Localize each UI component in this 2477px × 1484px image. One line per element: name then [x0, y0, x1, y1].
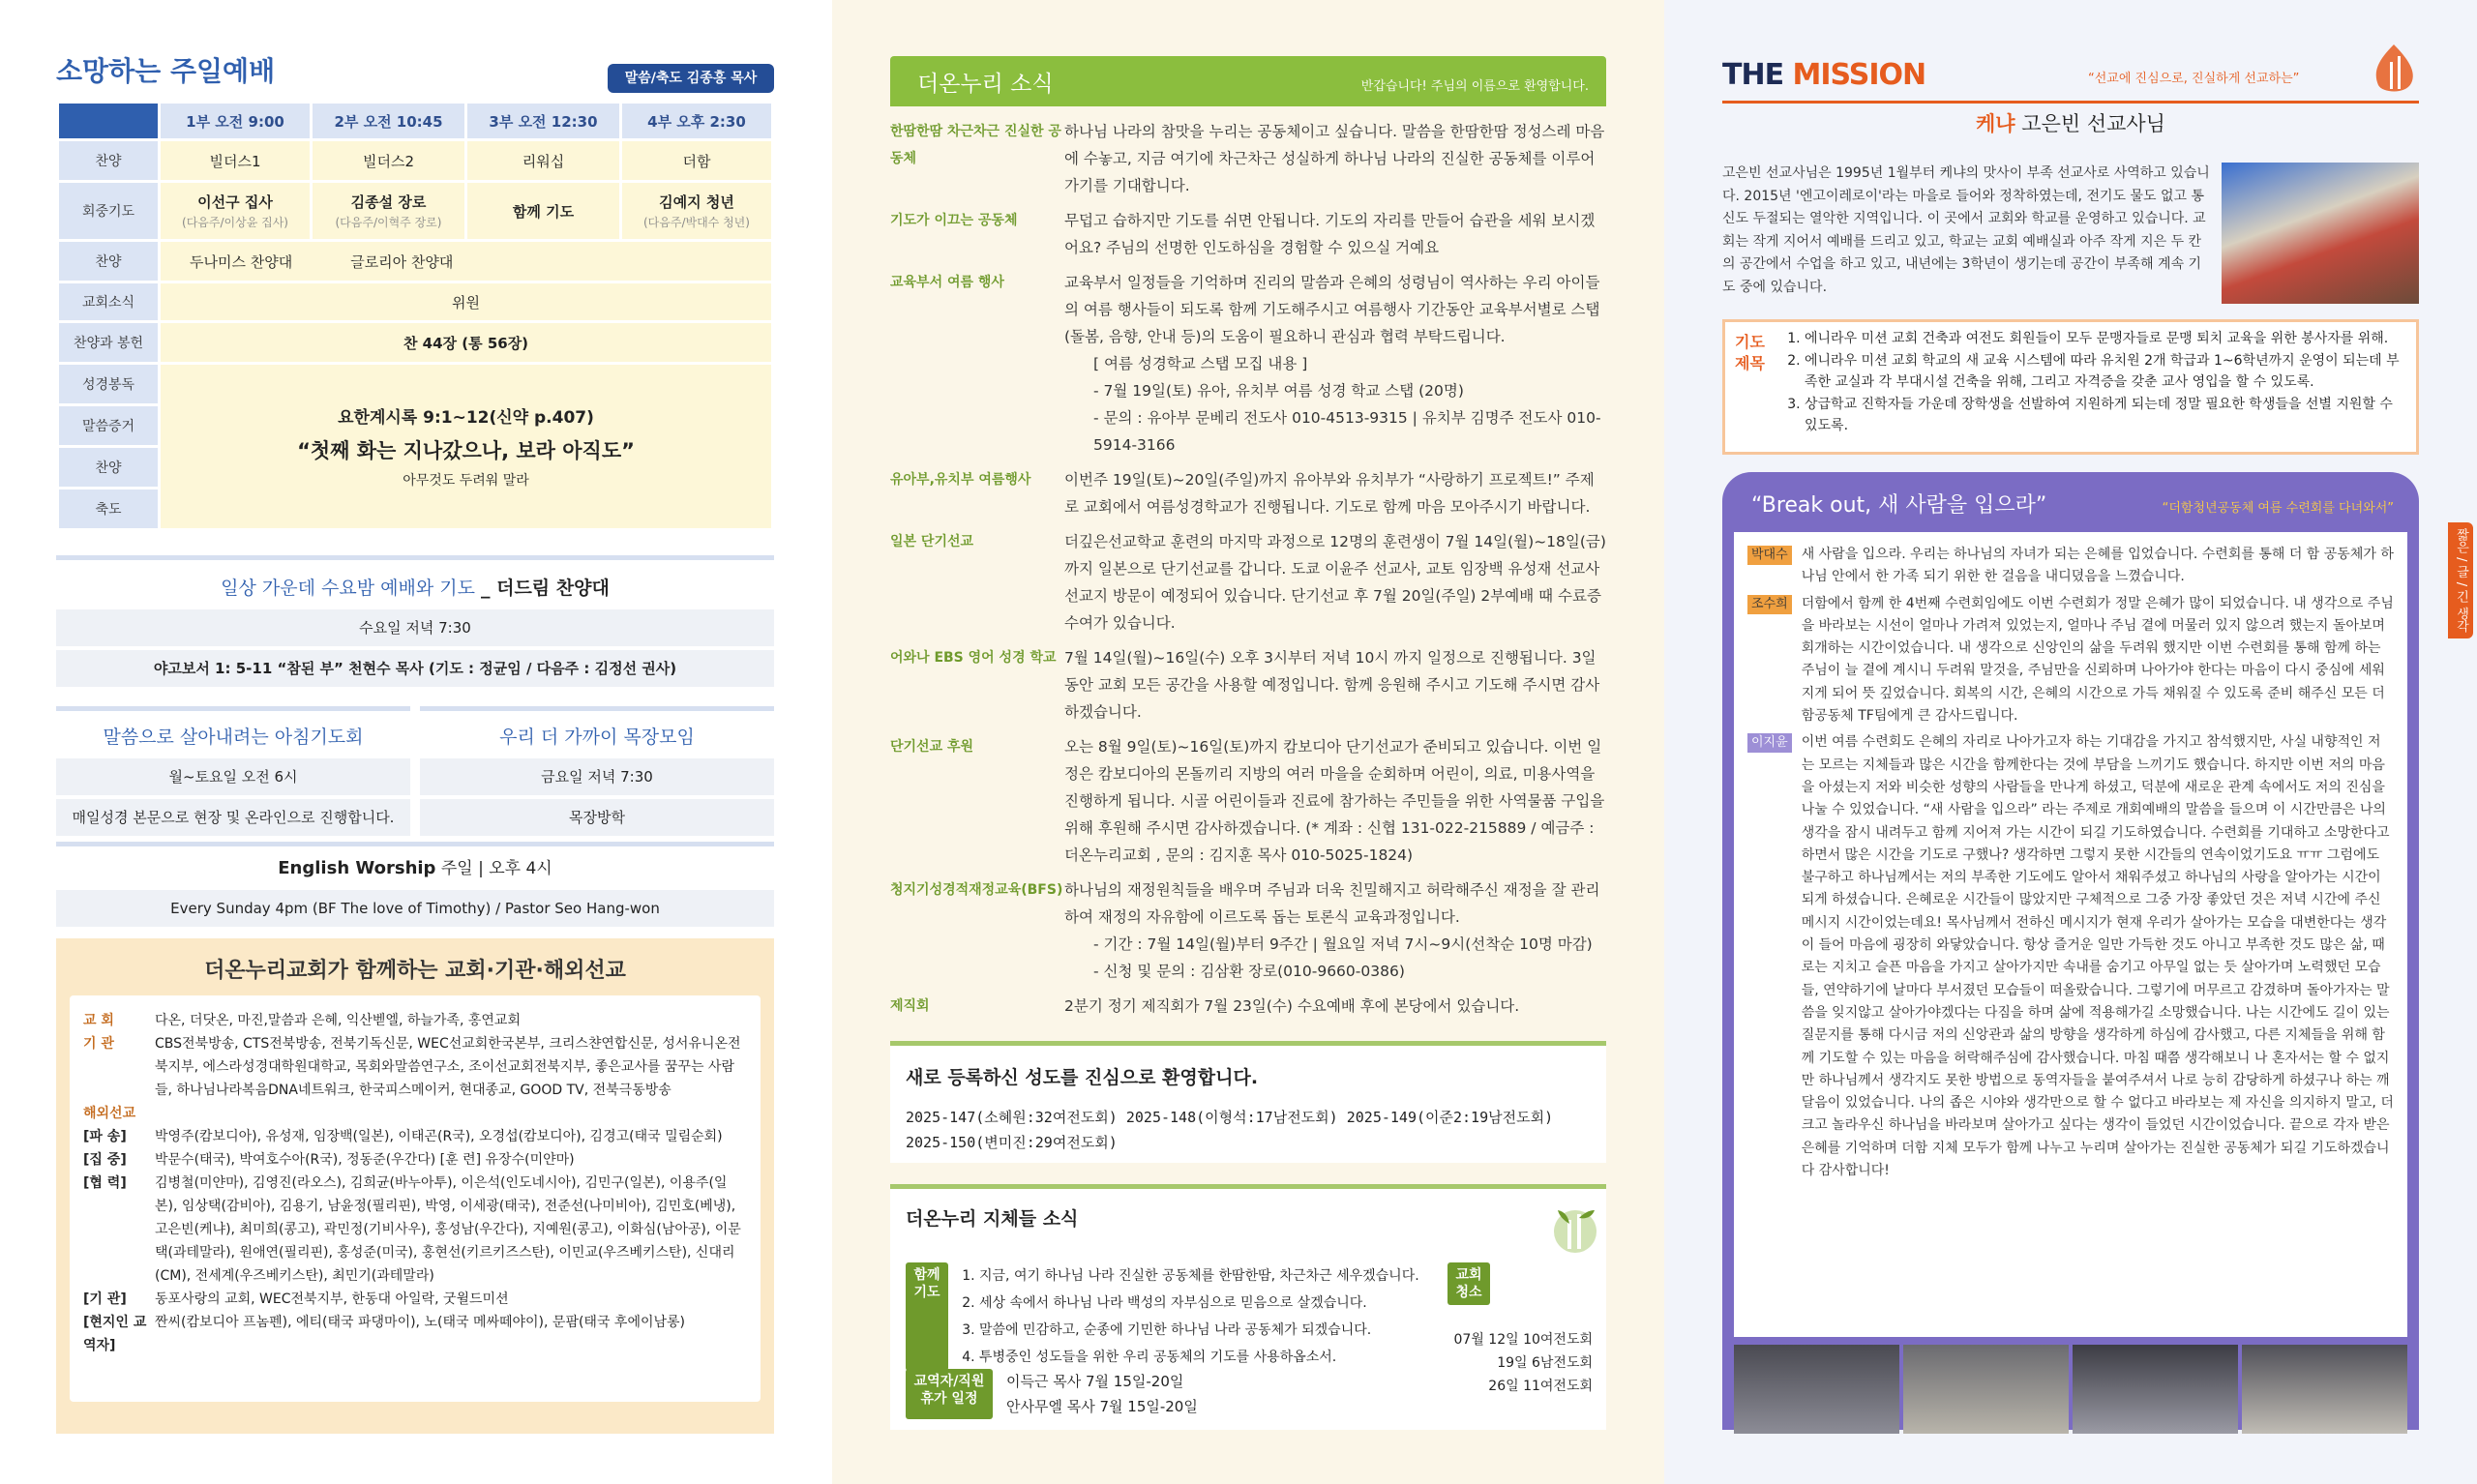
praise-cell: 빌더스1 — [161, 141, 310, 180]
row-label-choir: 찬양 — [59, 242, 158, 281]
news-item-title: 청지기성경적재정교육(BFS) — [890, 882, 1063, 898]
wednesday-title — [56, 555, 774, 606]
cleaning-row: 19일 6남전도회 — [1497, 1355, 1593, 1371]
row-label-prayer: 회중기도 — [59, 183, 158, 239]
cleaning-tag: 교회 청소 — [1447, 1262, 1490, 1305]
partner-row — [83, 1125, 747, 1148]
preacher-badge: 말씀/축도 김종홍 목사 — [608, 64, 774, 93]
partner-names: 박영주(캄보디아), 유성재, 임장백(일본), 이태곤(R국), 오경섭(캄보디아), 김경고(태국 밀림순회) — [155, 1129, 723, 1144]
retreat-entry — [1747, 593, 2394, 728]
choir-2: 글로리아 찬양대 — [350, 252, 454, 271]
wednesday-detail: 야고보서 1: 5-11 “참된 부” 천현수 목사 (기도 : 정균임 / 다음주 : 김정선 권사) — [56, 650, 774, 687]
news-item-title: 제직회 — [890, 998, 930, 1014]
news-item-body — [1064, 644, 1606, 726]
retreat-author: 박대수 — [1747, 546, 1792, 565]
partner-row — [83, 1172, 747, 1288]
partner-row — [83, 1288, 747, 1311]
morning-prayer-time: 월~토요일 오전 6시 — [56, 758, 410, 795]
mission-divider — [1722, 101, 2419, 104]
partner-category: 기 관 — [83, 1036, 114, 1052]
news-item-body — [1064, 466, 1606, 520]
cell-meeting — [420, 706, 774, 836]
english-worship-time: 주일 | 오후 4시 — [440, 859, 552, 878]
partner-names — [155, 1102, 747, 1125]
news-item-title: 기도가 이끄는 공동체 — [890, 213, 1018, 228]
retreat-subtitle: “더함청년공동체 여름 수련회를 다녀와서” — [2162, 501, 2394, 516]
prayer-cell — [313, 183, 464, 239]
prayer-cell — [161, 183, 310, 239]
partner-category: [집 중] — [83, 1152, 127, 1168]
partner-names: 다온, 더닷온, 마진,말씀과 은혜, 익산벧엘, 하늘가족, 홍연교회 — [155, 1013, 521, 1028]
mission-logo-the: THE — [1722, 58, 1793, 92]
wednesday-service — [56, 555, 774, 687]
news-item-text: 7월 14일(월)~16일(수) 오후 3시부터 저녁 10시 까지 일정으로 진행됩니다. 3일 동안 교회 모든 공간을 사용할 예정입니다. 함께 응원해 주시고 기도해 주시면 감사하겠습니다. — [1064, 649, 1600, 721]
praise-cell: 리워십 — [467, 141, 619, 180]
members-news-title: 더온누리 지체들 소식 — [906, 1208, 1079, 1230]
news-item — [890, 993, 1606, 1020]
cell-meeting-detail: 목장방학 — [420, 799, 774, 836]
news-item-title: 일본 단기선교 — [890, 534, 974, 549]
news-item — [890, 118, 1606, 199]
english-worship-detail: Every Sunday 4pm (BF The love of Timothy) / Pastor Seo Hang-won — [56, 890, 774, 927]
news-cell: 위원 — [161, 283, 771, 320]
praise-cell: 더함 — [622, 141, 771, 180]
wednesday-time: 수요일 저녁 7:30 — [56, 609, 774, 646]
news-subtitle: 반갑습니다! 주님의 이름으로 환영합니다. — [1360, 79, 1589, 94]
news-item-text: 교육부서 일정들을 기억하며 진리의 말씀과 은혜의 성령님이 역사하는 우리 아이들의 여름 행사들이 되도록 함께 기도해주시고 여름행사 기간동안 교육부서별로 스탭 (돌봄, 음향, 안내 등)의 도움이 필요하니 관심과 협력 부탁드립니다. — [1064, 274, 1600, 345]
news-item — [890, 733, 1606, 869]
news-item-text: 오는 8월 9일(토)~16일(토)까지 캄보디아 단기선교가 준비되고 있습니다. 이번 일정은 캄보디아의 몬돌끼리 지방의 여러 마을을 순회하며 어린이, 의료, 미용사역을 진행하게 됩니다. 시골 어린이들과 진료에 참가하는 주민들을 위한 사역물품 구입을 위해 후원해 주시면 감사하겠습니다. (* 계좌 : 신협 131-022-215889 / 예금주 : 더온누리교회 , 문의 : 김지훈 목사 010-5025-1824) — [1064, 738, 1605, 864]
news-item-text: 더깊은선교학교 훈련의 마지막 과정으로 12명의 훈련생이 7월 14일(월)~18일(금)까지 일본으로 단기선교를 갑니다. 도쿄 이윤주 선교사, 교토 임장백 유성재 선교사 선교지 방문이 예정되어 있습니다. 단기선교 후 7월 20일(주일) 2부예배 때 수료증 수여가 있습니다. — [1064, 533, 1606, 632]
staff-leave — [906, 1369, 1198, 1419]
missionary-bio: 고은빈 선교사님은 1995년 1월부터 케냐의 맛사이 부족 선교사로 사역하고 있습니다. 2015년 '엔고이레로이'라는 마을로 들어와 정착하였는데, 전기도 물도 없고 통신도 두절되는 열악한 지역입니다. 이 곳에서 교회와 학교를 운영하고 있습니다. 교회는 작게 지어서 예배를 드리고 있고, 학교는 교회 예배실과 아주 작게 지은 두 칸의 공간에서 수업을 하고 있고, 내년에는 3학년이 생기는데 공간이 부족해 계속 기도 중에 있습니다. — [1722, 165, 2210, 295]
missionary-name — [1722, 108, 2419, 137]
wednesday-title-choir: _ 더드림 찬양대 — [480, 578, 610, 599]
morning-and-cell-section — [56, 706, 774, 836]
worship-schedule-table — [56, 101, 774, 531]
mission-logo-word: MISSION — [1792, 58, 1926, 92]
partners-list — [70, 995, 761, 1402]
partner-category: [기 관] — [83, 1291, 127, 1307]
cleaning-row: 26일 11여전도회 — [1488, 1379, 1593, 1394]
row-label-praise-2: 찬양 — [59, 448, 158, 487]
news-item-body — [1064, 876, 1606, 985]
news-item-detail: - 기간 : 7월 14일(월)부터 9주간 | 월요일 저녁 7시~9시(선착순 10명 마감) — [1093, 935, 1593, 953]
together-prayer-list — [960, 1262, 1419, 1371]
news-item-title: 어와나 EBS 영어 성경 학교 — [890, 650, 1057, 666]
missionary-photo — [2222, 163, 2419, 304]
retreat-photos — [1734, 1345, 2407, 1434]
worship-title: 소망하는 주일예배 — [56, 55, 276, 87]
service-1-header: 1부 오전 9:00 — [161, 104, 310, 138]
row-label-news: 교회소식 — [59, 283, 158, 320]
partner-row — [83, 1311, 747, 1357]
mission-prayer-item: 1. 에니라우 미션 교회 건축과 여전도 회원들이 모두 문맹자들로 문맹 퇴치 교육을 위한 봉사자를 위해. — [1805, 328, 2406, 350]
together-prayer-tag: 함께 기도 — [906, 1262, 948, 1371]
news-header — [890, 56, 1606, 106]
sermon-reference: 요한계시록 9:1~12(신약 p.407) — [338, 408, 594, 428]
retreat-photo — [1734, 1345, 1899, 1434]
cleaning-rows — [1447, 1328, 1593, 1398]
news-item — [890, 644, 1606, 726]
prayer-item: 2. 세상 속에서 하나님 나라 백성의 자부심으로 믿음으로 살겠습니다. — [979, 1290, 1419, 1317]
partner-names: 박문수(태국), 박여호수아(R국), 정동준(우간다) [훈 련] 유장수(미얀마) — [155, 1152, 575, 1168]
mission-prayer-box — [1722, 319, 2419, 455]
prayer-item: 1. 지금, 여기 하나님 나라 진실한 공동체를 한땀한땀, 차근차근 세우겠습니다. — [979, 1262, 1419, 1290]
staff-leave-list — [1006, 1369, 1198, 1419]
news-item — [890, 269, 1606, 459]
morning-prayer — [56, 706, 410, 836]
partner-row — [83, 1032, 747, 1102]
news-item — [890, 528, 1606, 637]
retreat-author: 조수희 — [1747, 595, 1792, 614]
news-item — [890, 207, 1606, 261]
news-list — [890, 118, 1606, 1027]
retreat-body — [1734, 532, 2407, 1337]
prayer-next: (다음주/이상윤 집사) — [182, 216, 288, 229]
newcomers-title: 새로 등록하신 성도를 진심으로 환영합니다. — [906, 1067, 1259, 1088]
prayer-item: 3. 말씀에 민감하고, 순종에 기민한 하나님 나라 공동체가 되겠습니다. — [979, 1317, 1419, 1344]
prayer-name: 이선구 집사 — [197, 193, 273, 211]
retreat-author: 이지윤 — [1747, 733, 1792, 753]
partners-section — [56, 938, 774, 1434]
mission-prayer-item: 3. 상급학교 진학자들 가운데 장학생을 선발하여 지원하게 되는데 정말 필요한 학생들을 선별 지원할 수 있도록. — [1805, 394, 2406, 437]
news-item-detail: - 문의 : 유아부 문베리 전도사 010-4513-9315 | 유치부 김명주 전도사 010-5914-3166 — [1093, 409, 1601, 454]
praise-cell: 빌더스2 — [313, 141, 464, 180]
choir-1: 두나미스 찬양대 — [190, 252, 293, 271]
retreat-photo — [2073, 1345, 2238, 1434]
news-item-text: 무덥고 습하지만 기도를 쉬면 안됩니다. 기도의 자리를 만들어 습관을 세워 보시겠어요? 주님의 선명한 인도하심을 경험할 수 있으실 거예요 — [1064, 212, 1596, 256]
news-item-body — [1064, 207, 1606, 261]
prayer-next: (다음주/이혁주 장로) — [335, 216, 442, 229]
row-label-praise: 찬양 — [59, 141, 158, 180]
retreat-photo — [2242, 1345, 2407, 1434]
partner-category: [파 송] — [83, 1129, 127, 1144]
news-item — [890, 876, 1606, 985]
partner-names: 짠씨(캄보디아 프놈펜), 에티(태국 파댕마이), 노(태국 메싸떼야이), 문팜(태국 후에이남롱) — [155, 1315, 686, 1330]
plant-icon — [1548, 1202, 1602, 1257]
news-item-title: 교육부서 여름 행사 — [890, 275, 1004, 290]
partner-names: CBS전북방송, CTS전북방송, 전북기독신문, WEC선교회한국본부, 크리스챤연합신문, 성서유니온전북지부, 에스라성경대학원대학교, 목회와말씀연구소, 조이선교회전북지부, 좋은교사를 꿈꾸는 사람들, 하나님나라복음DNA네트워크, 한국피스메이커, 현대종교, GOOD TV, 전북극동방송 — [155, 1036, 741, 1098]
news-item-body — [1064, 528, 1606, 637]
partner-row — [83, 1148, 747, 1172]
news-item-title: 한땀한땀 차근차근 진실한 공동체 — [890, 124, 1061, 166]
newcomers-section — [890, 1041, 1606, 1163]
service-2-header: 2부 오전 10:45 — [313, 104, 464, 138]
prayer-next: (다음주/박대수 청년) — [643, 216, 750, 229]
missionary-country: 케냐 — [1976, 112, 2015, 135]
cleaning-schedule — [1447, 1262, 1593, 1398]
news-item-title: 단기선교 후원 — [890, 739, 974, 755]
missionary-fullname: 고은빈 선교사님 — [2021, 112, 2165, 135]
retreat-section — [1722, 472, 2419, 1430]
news-item-text: 2분기 정기 제직회가 7월 23일(수) 수요예배 후에 본당에서 있습니다. — [1064, 997, 1520, 1015]
sermon-subtitle: 아무것도 두려워 말라 — [403, 473, 529, 489]
prayer-name: 함께 기도 — [512, 202, 575, 221]
retreat-title: “Break out, 새 사람을 입으라” — [1751, 493, 2047, 518]
cleaning-row: 07월 12일 10여전도회 — [1453, 1332, 1593, 1348]
prayer-name: 김종설 장로 — [350, 193, 427, 211]
mission-prayer-list — [1785, 328, 2406, 446]
table-corner — [59, 104, 158, 138]
together-prayer — [906, 1262, 1434, 1371]
news-item-detail: [ 여름 성경학교 스탭 모집 내용 ] — [1093, 355, 1308, 372]
cell-meeting-time: 금요일 저녁 7:30 — [420, 758, 774, 795]
side-tab: 짧은 / 글 / 긴 생각 — [2448, 522, 2473, 638]
mission-logo — [1722, 58, 1925, 92]
staff-leave-item: 안사무엘 목사 7월 15일-20일 — [1006, 1398, 1198, 1415]
partner-category: 해외선교 — [83, 1106, 136, 1121]
staff-leave-item: 이득근 목사 7월 15일-20일 — [1006, 1373, 1184, 1390]
wednesday-title-main: 일상 가운데 수요밤 예배와 기도 — [221, 578, 475, 599]
service-3-header: 3부 오전 12:30 — [467, 104, 619, 138]
sermon-cell — [161, 365, 771, 528]
mission-prayer-item: 2. 에니라우 미션 교회 학교의 새 교육 시스템에 따라 유치원 2개 학급과 1~6학년까지 운영이 되는데 부족한 교실과 각 부대시설 건축을 위해, 그리고 자격증을 갖춘 교사 영입을 할 수 있도록. — [1805, 350, 2406, 394]
morning-prayer-title: 말씀으로 살아내려는 아침기도회 — [56, 706, 410, 755]
worship-panel — [0, 0, 832, 1484]
flame-icon — [2369, 43, 2419, 97]
retreat-text: 이번 여름 수련회도 은혜의 자리로 나아가고자 하는 기대감을 가지고 참석했지만, 사실 내향적인 저는 모르는 지체들과 많은 시간을 함께한다는 것에 부담을 느끼기도 했습니다. 하지만 이번 저의 마음을 아셨는지 저와 비슷한 성향의 사람들을 만나게 하셨고, 덕분에 새로운 관계 속에서도 저의 진심을 나눌 수 있었습니다. “새 사람을 입으라” 라는 주제로 개회예배의 말씀을 들으며 이 시간만큼은 나의 생각을 잠시 내려두고 함께 지어져 가는 시간이 되길 기도하였습니다. 수련회를 기대하고 소망한다고 하면서 많은 시간을 기도로 구했나? 생각하면 그렇지 못한 시간들의 연속이었기도요 ㅠㅠ 그럼에도 불구하고 하나님께서는 저의 부족한 기도에도 알아서 채워주셨고 하나님의 사랑을 알아가는 시간이 되게 하셨습니다. 은혜로운 시간들이 많았지만 구체적으로 그중 가장 좋았던 것은 저녁 시간에 주신 메시지 시간이었는데요! 목사님께서 전하신 메시지가 현재 우리가 살아가는 모습을 대변한다는 생각이 들어 마음에 굉장히 와닿았습니다. 항상 즐거운 일만 가득한 것도 아니고 부족한 것도 많은 삶, 때로는 지치고 슬픈 마음을 가지고 살아가지만 속내를 숨기고 아무일 없는 듯 살아가며 노력했던 모습들, 연약하기에 날마다 부서졌던 모습들이 떠올랐습니다. 그렇기에 머무르고 감겼하며 돌아가자는 말씀을 잊지않고 살아가야겠다는 다짐을 하며 삶에 적용해가길 소망했습니다. 나는 시간에도 길이 있는 질문지를 통해 다시금 저의 신앙관과 삶의 방향을 생각하게 하심에 감사했고, 다른 지체들을 위해 함께 기도할 수 있는 마음을 허락해주심에 감사했습니다. 마침 때쯤 생각해보니 나 혼자서는 할 수 없지만 하나님께서 생각지도 못한 방법으로 동역자들을 붙여주셔서 나로 능히 감당하게 하셨구나 하는 깨달음이 있었습니다. 나의 좁은 시야와 생각만으로 할 수 없다고 바라보는 제 자신을 의지하지 말고, 더 크고 놀라우신 하나님을 바라보며 살아가고 싶다는 생각이 들었던 시간이었습니다. 끝으로 각자 받은 은혜를 기억하며 더함 지체 모두가 함께 나누고 누리며 살아가는 진실한 공동체가 되길 기도하겠습니다 감사합니다! — [1801, 734, 2394, 1179]
partners-title: 더온누리교회가 함께하는 교회·기관·해외선교 — [204, 959, 626, 983]
news-item-text: 하나님 나라의 참맛을 누리는 공동체이고 싶습니다. 말씀을 한땀한땀 정성스레 마음에 수놓고, 지금 여기에 차근차근 성실하게 하나님 나라의 진실한 공동체를 이루어가기를 기대합니다. — [1064, 123, 1605, 194]
partner-category: 교 회 — [83, 1013, 114, 1028]
partner-names: 동포사랑의 교회, WEC전북지부, 한동대 아일락, 굿윌드미션 — [155, 1291, 509, 1307]
english-worship-name: English Worship — [278, 858, 436, 878]
members-news-section — [890, 1184, 1606, 1430]
prayer-item: 4. 투병중인 성도들을 위한 우리 공동체의 기도를 사용하옵소서. — [979, 1344, 1419, 1371]
sermon-title: “첫째 화는 지나갔으나, 보라 아직도” — [297, 439, 635, 462]
retreat-entry — [1747, 544, 2394, 589]
row-label-reading: 성경봉독 — [59, 365, 158, 403]
partner-names: 김병철(미얀마), 김영진(라오스), 김희균(바누아투), 이은석(인도네시아), 김민구(일본), 이용주(일본), 임상택(감비아), 김용기, 남윤정(필리핀), 박영, 이세광(태국), 전준선(나미비아), 김민호(베냉), 고은빈(케냐), 최미희(콩고), 곽민정(기비사우), 홍성남(우간다), 지예원(콩고), 이화심(남아공), 이문택(과테말라), 원애연(필리핀), 홍성준(미국), 홍현선(키르키즈스탄), 이민교(우즈베키스탄), 신대리(CM), 전세계(우즈베키스탄), 최민기(과테말라) — [155, 1175, 741, 1284]
english-worship-title — [56, 842, 774, 886]
prayer-cell — [467, 183, 619, 239]
row-label-offering: 찬양과 봉헌 — [59, 323, 158, 362]
retreat-text: 새 사람을 입으라. 우리는 하나님의 자녀가 되는 은혜를 입었습니다. 수련회를 통해 더 함 공동체가 하나님 안에서 한 가족 되기 위한 한 걸음을 내디뎠음을 느꼈습니다. — [1801, 547, 2394, 585]
news-item-body — [1064, 993, 1606, 1020]
row-label-sermon: 말씀증거 — [59, 406, 158, 445]
partner-row — [83, 1102, 747, 1125]
news-item-text: 하나님의 재정원칙들을 배우며 주님과 더욱 친밀해지고 허락해주신 재정을 잘 관리하여 재정의 자유함에 이르도록 돕는 토론식 교육과정입니다. — [1064, 881, 1600, 926]
english-worship — [56, 842, 774, 927]
row-label-benediction: 축도 — [59, 490, 158, 528]
staff-leave-tag: 교역자/직원 휴가 일정 — [906, 1369, 993, 1419]
news-item-detail: - 7월 19일(토) 유아, 유치부 여름 성경 학교 스탭 (20명) — [1093, 382, 1464, 400]
mission-tagline: “선교에 진심으로, 진실하게 선교하는” — [2088, 72, 2300, 86]
choir-cell — [161, 242, 771, 281]
news-item-body — [1064, 733, 1606, 869]
morning-prayer-detail: 매일성경 본문으로 현장 및 온라인으로 진행합니다. — [56, 799, 410, 836]
news-item-body — [1064, 269, 1606, 459]
news-item-text: 이번주 19일(토)~20일(주일)까지 유아부와 유치부가 “사랑하기 프로젝트!” 주제로 교회에서 여름성경학교가 진행됩니다. 기도로 함께 마음 모아주시기 바랍니다. — [1064, 471, 1595, 516]
retreat-entry — [1747, 731, 2394, 1182]
partner-row — [83, 1009, 747, 1032]
partner-category: [협 력] — [83, 1175, 127, 1191]
hymn-cell: 찬 44장 (통 56장) — [161, 323, 771, 362]
news-item — [890, 466, 1606, 520]
retreat-photo — [1903, 1345, 2069, 1434]
news-item-detail: - 신청 및 문의 : 김삼환 장로(010-9660-0386) — [1093, 963, 1405, 980]
retreat-text: 더함에서 함께 한 4번째 수련회임에도 이번 수련회가 정말 은혜가 많이 되었습니다. 내 생각으로 주님을 바라보는 시선이 얼마나 가려져 있었는지, 얼마나 주님 곁에 머물러 있지 않으려 했는지 돌아보며 회개하는 시간이었습니다. 내 생각으로 신앙인의 삶을 두려워 했지만 이번 수련회를 통해 함께 하는 주님이 늘 곁에 계시니 두려워 말것을, 주님만을 신뢰하며 나아가야 한다는 마음이 다시 중심에 세워지게 되어 뜻 깊었습니다. 회복의 시간, 은혜의 시간으로 가득 채워질 수 있도록 준비 해주신 모든 더함공동체 TF팀에게 큰 감사드립니다. — [1801, 595, 2394, 725]
service-4-header: 4부 오후 2:30 — [622, 104, 771, 138]
partner-category: [현지인 교역자] — [83, 1315, 147, 1353]
mission-prayer-label: 기도 제목 — [1735, 333, 1765, 372]
newcomers-line: 2025-147(소혜원:32여전도회) 2025-148(이형석:17남전도회) 2025-149(이준2:19남전도회) — [906, 1109, 1554, 1126]
newcomers-line: 2025-150(변미진:29여전도회) — [906, 1134, 1118, 1151]
cell-meeting-title: 우리 더 가까이 목장모임 — [420, 706, 774, 755]
prayer-cell — [622, 183, 771, 239]
news-item-title: 유아부,유치부 여름행사 — [890, 472, 1031, 488]
prayer-name: 김예지 청년 — [659, 193, 734, 211]
news-item-body — [1064, 118, 1606, 199]
news-title: 더온누리 소식 — [917, 72, 1054, 97]
